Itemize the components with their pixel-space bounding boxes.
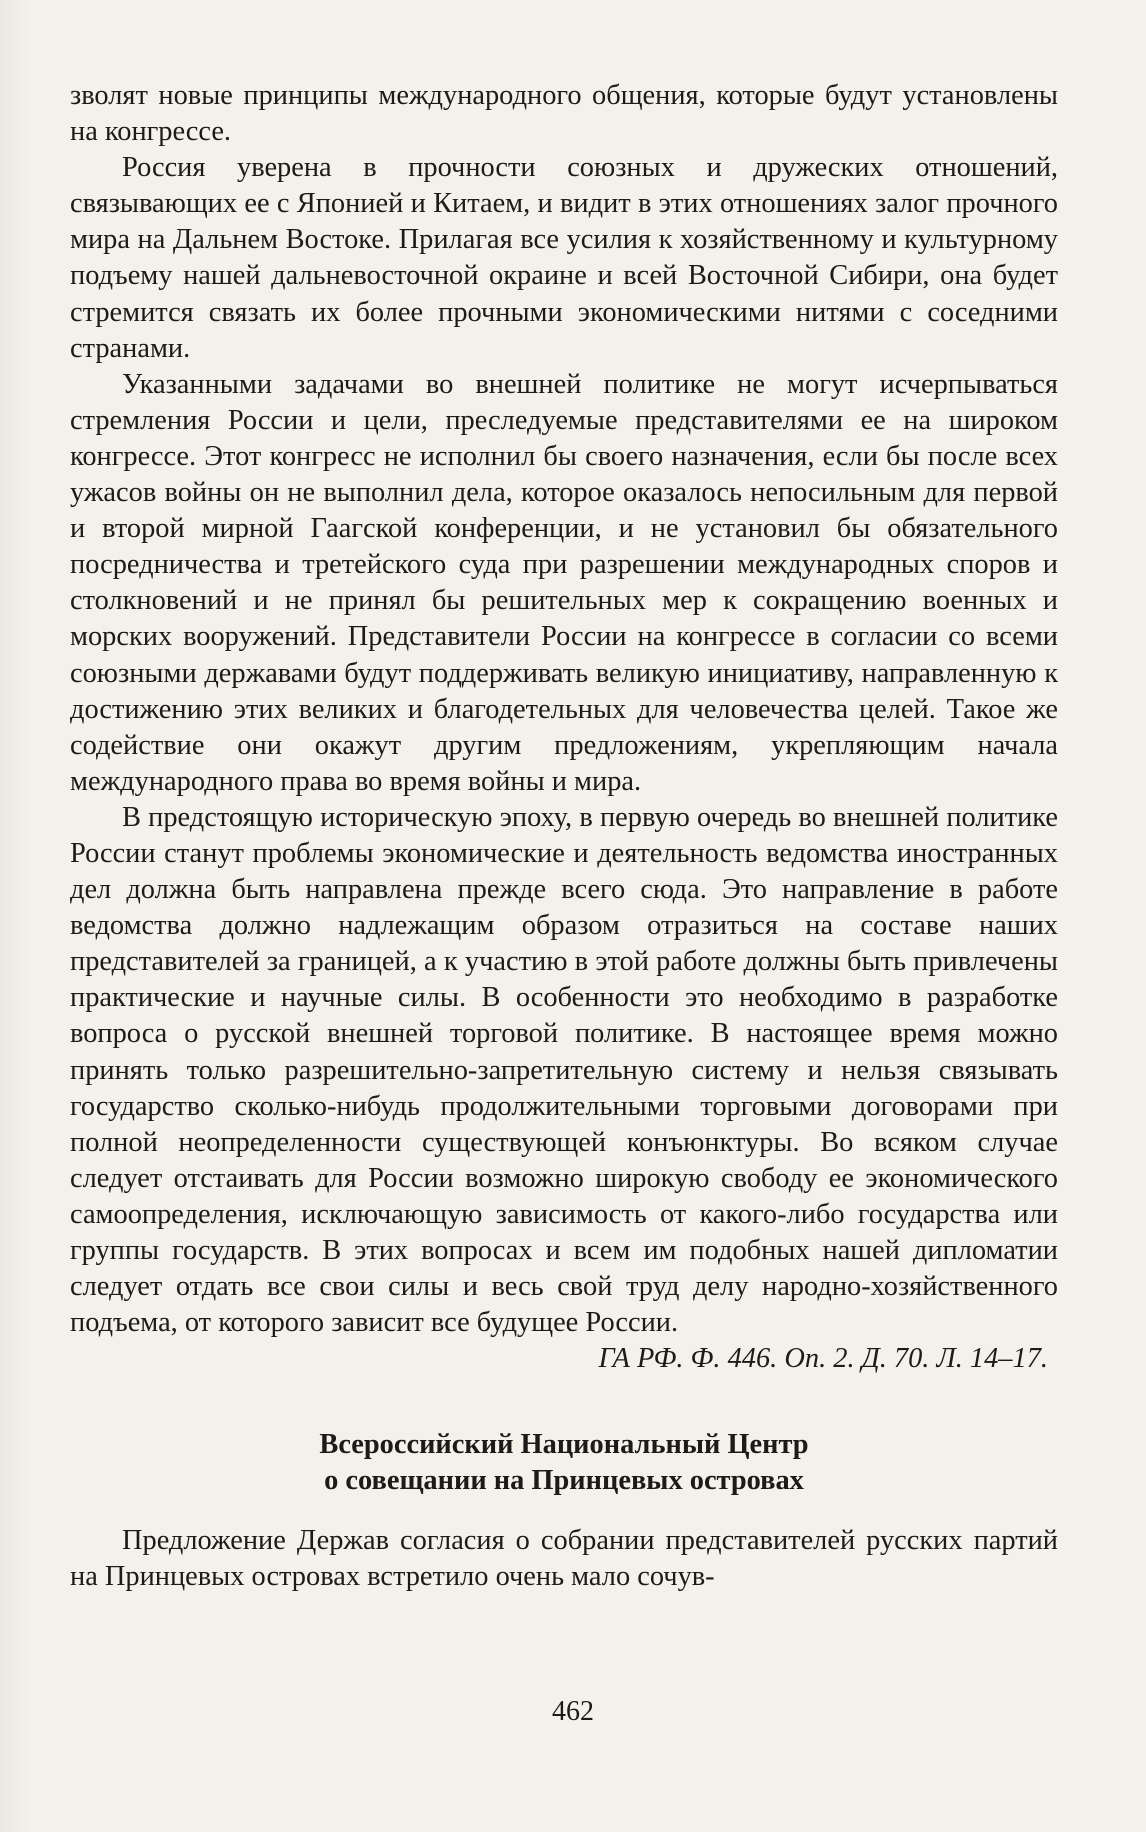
heading-line-2: о совещании на Принцевых островах [324,1465,804,1497]
paragraph-continued: зволят новые принципы международного общения, которые будут установлены на конгрессе. [70,80,1058,148]
heading-line-1: Всероссийский Национальный Центр [319,1429,809,1461]
body-text [70,78,1058,1596]
paragraph-congress-goals: Указанными задачами во внешней политике не могут исчерпываться стремления России и цели, преследуемые представителями ее на широком конгрессе. Этот конгресс не исполнил бы своего назначения, если бы после всех ужасов войны он не выполнил дела, которое оказалось непосильным для первой и второй мирной Гаагской конференции, и не установил бы обязательного посредничества и третейского суда при разрешении международных споров и столкновений и не принял бы решительных мер к сокращению военных и морских вооружений. Представители России на конгрессе в согласии со всеми союзными державами будут поддерживать великую инициативу, направленную к достижению этих великих и благодетельных для человечества целей. Такое же содействие они окажут другим предложениям, укрепляющим начала международного права во время войны и мира. [70,368,1058,797]
paragraph-economic-policy: В предстоящую историческую эпоху, в первую очередь во внешней политике России станут проблемы экономические и деятельность ведомства иностранных дел должна быть направлена прежде всего сюда. Это направление в работе ведомства должно надлежащим образом отразиться на составе наших представителей за границей, а к участию в этой работе должны быть привлечены практические и научные силы. В особенности это необходимо в разработке вопроса о русской внешней торговой политике. В настоящее время можно принять только разрешительно-запретительную систему и нельзя связывать государство сколько-нибудь продолжительными торговыми договорами при полной неопределенности существующей конъюнктуры. Во всяком случае следует отстаивать для России возможно широкую свободу ее экономического самоопределения, исключающую зависимость от какого-либо государства или группы государств. В этих вопросах и всем им подобных нашей дипломатии следует отдать все свои силы и весь свой труд делу народно-хозяйственного подъема, от которого зависит все будущее России. [70,801,1058,1339]
paragraph-russia-far-east: Россия уверена в прочности союзных и дружеских отношений, связывающих ее с Японией и Китаем, и видит в этих отношениях залог прочного мира на Дальнем Востоке. Прилагая все усилия к хозяйственному и культурному подъему нашей дальневосточной окраине и всей Восточной Сибири, она будет стремится связать их более прочными экономическими нитями с соседними странами. [70,152,1058,364]
page-number: 462 [552,1696,594,1727]
archive-source-citation: ГА РФ. Ф. 446. Оп. 2. Д. 70. Л. 14–17. [598,1343,1048,1375]
paragraph-princes-islands: Предложение Держав согласия о собрании представителей русских партий на Принцевых островах встретило очень мало сочув- [70,1525,1058,1593]
section-heading [70,1427,1058,1499]
